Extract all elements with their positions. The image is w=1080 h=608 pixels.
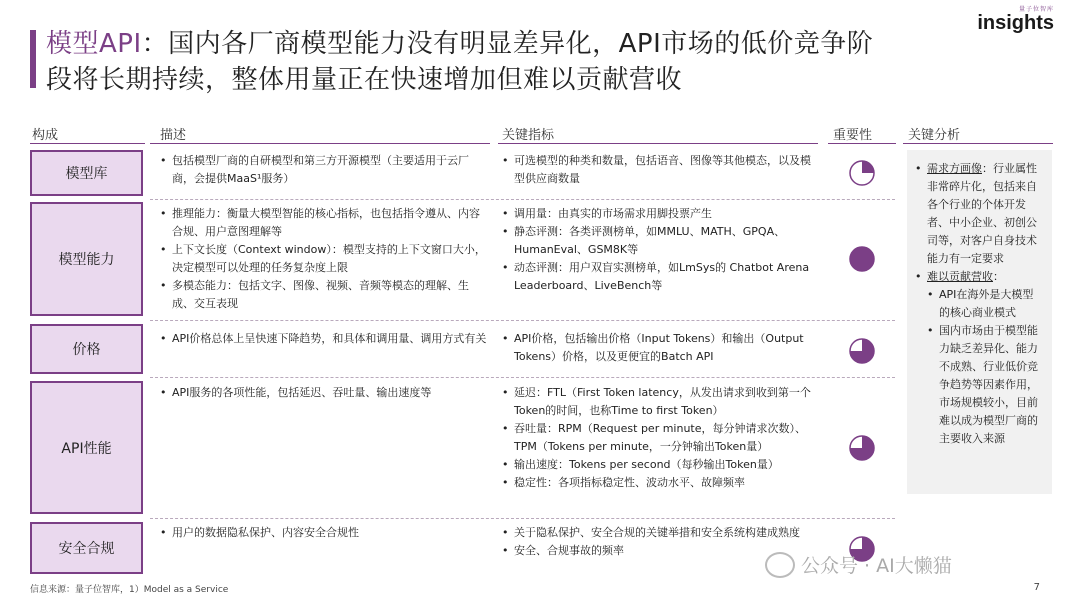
watermark bbox=[765, 551, 952, 578]
list-item: • API价格，包括输出价格（Input Tokens）和输出（Output Tokens）价格，以及更便宜的Batch API bbox=[502, 330, 820, 366]
analysis-item-revenue bbox=[915, 268, 1044, 448]
list-item: • API价格总体上呈快速下降趋势，和具体和调用量、调用方式有关 bbox=[160, 330, 490, 348]
list-item: • 上下文长度（Context window）：模型支持的上下文窗口大小，决定模型可以处理的任务复杂度上限 bbox=[160, 241, 490, 277]
list-item: • 关于隐私保护、安全合规的关键举措和安全系统构建成熟度 bbox=[502, 524, 820, 542]
analysis-item-text: ：行业属性非常碎片化，包括来自各个行业的个体开发者、中小企业、初创公司等，对客户自身技术能力有一定要求 bbox=[927, 162, 1037, 265]
header-underline bbox=[30, 143, 145, 144]
title-accent: 模型API bbox=[46, 29, 142, 59]
header-underline bbox=[498, 143, 818, 144]
row-label-security-compliance: 安全合规 bbox=[30, 522, 143, 574]
header-analysis: 关键分析 bbox=[908, 128, 961, 143]
description-cell bbox=[160, 152, 490, 188]
importance-pie bbox=[848, 337, 876, 365]
page-title bbox=[46, 26, 1006, 98]
analysis-subitem: • 国内市场由于模型能力缺乏差异化、能力不成熟、行业低价竞争趋势等因素作用，市场规模较小，目前难以成为模型厂商的主要收入来源 bbox=[927, 322, 1044, 448]
title-line1: ：国内各厂商模型能力没有明显差异化，API市场的低价竞争阶 bbox=[141, 29, 874, 59]
logo-small-text: 量子位智库 bbox=[1018, 7, 1054, 13]
list-item: • 可选模型的种类和数量，包括语音、图像等其他模态，以及模型供应商数量 bbox=[502, 152, 820, 188]
row-label-price: 价格 bbox=[30, 324, 143, 374]
row-divider bbox=[150, 518, 895, 519]
insights-logo bbox=[977, 4, 1054, 33]
list-item: • 动态评测：用户双盲实测榜单，如LmSys的 Chatbot Arena Leaderboard、LiveBench等 bbox=[502, 259, 820, 295]
list-item: • 调用量：由真实的市场需求用脚投票产生 bbox=[502, 205, 820, 223]
analysis-item-demand bbox=[915, 160, 1044, 268]
analysis-item-title: 难以贡献营收 bbox=[927, 270, 993, 283]
list-item: • 多模态能力：包括文字、图像、视频、音频等模态的理解、生成、交互表现 bbox=[160, 277, 490, 313]
list-item: • 用户的数据隐私保护、内容安全合规性 bbox=[160, 524, 490, 542]
list-item: • 包括模型厂商的自研模型和第三方开源模型（主要适用于云厂商，会提供MaaS¹服务） bbox=[160, 152, 490, 188]
list-item: • 安全、合规事故的频率 bbox=[502, 542, 820, 560]
metrics-cell bbox=[502, 330, 820, 366]
description-cell bbox=[160, 524, 490, 542]
analysis-subitem: • API在海外是大模型的核心商业模式 bbox=[927, 286, 1044, 322]
pie-fill bbox=[862, 161, 874, 173]
metrics-cell bbox=[502, 152, 820, 188]
description-cell bbox=[160, 205, 490, 313]
title-line2: 段将长期持续，整体用量正在快速增加但难以贡献营收 bbox=[46, 65, 683, 95]
metrics-cell bbox=[502, 205, 820, 295]
metrics-cell bbox=[502, 384, 820, 492]
row-label-model-capability: 模型能力 bbox=[30, 202, 143, 316]
list-item: • 稳定性：各项指标稳定性、波动水平、故障频率 bbox=[502, 474, 820, 492]
source-footnote: 信息来源：量子位智库，1）Model as a Service bbox=[30, 585, 229, 595]
list-item: • 推理能力：衡量大模型智能的核心指标，也包括指令遵从、内容合规、用户意图理解等 bbox=[160, 205, 490, 241]
importance-pie bbox=[848, 245, 876, 273]
list-item: • 静态评测：各类评测榜单，如MMLU、MATH、GPQA、HumanEval、GSM8K等 bbox=[502, 223, 820, 259]
header-metrics: 关键指标 bbox=[502, 128, 555, 143]
logo-text: insights bbox=[977, 12, 1054, 34]
row-divider bbox=[150, 199, 895, 200]
list-item: • API服务的各项性能，包括延迟、吞吐量、输出速度等 bbox=[160, 384, 490, 402]
header-underline bbox=[828, 143, 896, 144]
row-divider bbox=[150, 377, 895, 378]
importance-pie bbox=[848, 159, 876, 187]
analysis-item-suffix: ： bbox=[993, 270, 1004, 283]
row-label-api-performance: API性能 bbox=[30, 381, 143, 514]
title-accent-bar bbox=[30, 30, 36, 88]
pie-fill bbox=[850, 247, 874, 271]
header-component: 构成 bbox=[32, 128, 59, 143]
description-cell bbox=[160, 384, 490, 402]
header-underline bbox=[150, 143, 490, 144]
header-description: 描述 bbox=[160, 128, 187, 143]
row-label-model-library: 模型库 bbox=[30, 150, 143, 196]
analysis-panel bbox=[907, 150, 1052, 494]
wechat-icon bbox=[765, 552, 795, 578]
header-importance: 重要性 bbox=[833, 128, 873, 143]
watermark-text: 公众号 · AI大懒猫 bbox=[801, 555, 952, 577]
row-divider bbox=[150, 320, 895, 321]
description-cell bbox=[160, 330, 490, 348]
list-item: • 延迟：FTL（First Token latency，从发出请求到收到第一个Token的时间，也称Time to first Token） bbox=[502, 384, 820, 420]
analysis-item-title: 需求方画像 bbox=[927, 162, 982, 175]
header-underline bbox=[903, 143, 1053, 144]
list-item: • 输出速度：Tokens per second（每秒输出Token量） bbox=[502, 456, 820, 474]
list-item: • 吞吐量：RPM（Request per minute，每分钟请求次数）、TPM（Tokens per minute，一分钟输出Token量） bbox=[502, 420, 820, 456]
page-number: 7 bbox=[1033, 582, 1040, 593]
importance-pie bbox=[848, 434, 876, 462]
